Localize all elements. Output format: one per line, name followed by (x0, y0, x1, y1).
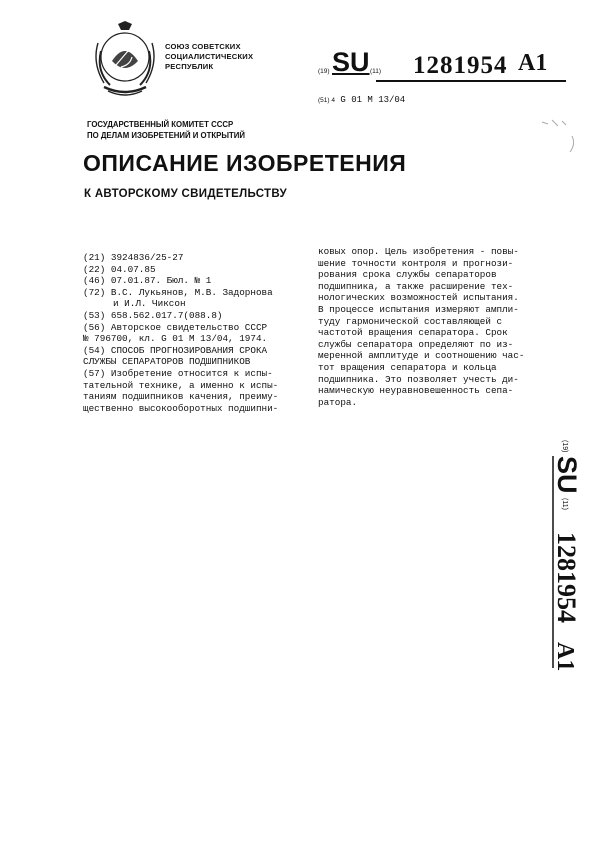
bibliographic-column (83, 252, 305, 414)
text-line: шение точности контроля и прогнози- (318, 257, 514, 269)
text-line: тот вращения сепаратора и кольца (318, 361, 497, 373)
ipc-code-label: (51) 4 (318, 97, 335, 104)
side-country-code-label: (19) (561, 440, 568, 453)
text-line: (54) СПОСОБ ПРОГНОЗИРОВАНИЯ СРОКА (83, 344, 268, 356)
committee-line-1: ГОСУДАРСТВЕННЫЙ КОМИТЕТ СССР (87, 120, 234, 129)
country-line-3: РЕСПУБЛИК (165, 62, 214, 71)
document-title: ОПИСАНИЕ ИЗОБРЕТЕНИЯ (83, 150, 407, 176)
committee-line-2: ПО ДЕЛАМ ИЗОБРЕТЕНИЙ И ОТКРЫТИЙ (87, 131, 245, 140)
text-line: подшипника, а также расширение тех- (318, 280, 514, 292)
text-line: (72) В.С. Лукьянов, М.В. Задорнова (83, 286, 273, 298)
text-line: (21) 3924836/25-27 (83, 252, 184, 263)
patent-header (318, 47, 558, 84)
text-line: рования срока службы сепараторов (318, 269, 497, 281)
side-kind-code: A1 (552, 642, 578, 672)
text-line: ратора. (318, 396, 358, 408)
text-line: подшипника. Это позволяет учесть ди- (318, 373, 519, 385)
committee (87, 119, 245, 141)
text-line: (22) 04.07.85 (83, 263, 156, 275)
side-number-code-label: (11) (561, 498, 568, 510)
abstract-column (318, 246, 533, 408)
text-line: нологических возможностей испытания. (318, 292, 519, 304)
text-line: частотой вращения сепаратора. Срок (318, 327, 508, 339)
text-line: (57) Изобретение относится к испы- (83, 367, 273, 379)
country-line-2: СОЦИАЛИСТИЧЕСКИХ (165, 52, 254, 61)
text-line: (46) 07.01.87. Бюл. № 1 (83, 275, 212, 287)
scan-marks (540, 118, 585, 168)
text-line: В процессе испытания измеряют ампли- (318, 303, 519, 315)
side-country-code: SU (552, 456, 582, 494)
text-line: № 796700, кл. G 01 M 13/04, 1974. (83, 333, 268, 345)
text-line: таниям подшипников качения, преиму- (83, 391, 279, 403)
ipc-classification (318, 95, 405, 105)
ipc-value: G 01 M 13/04 (340, 95, 406, 105)
document-subtitle: К АВТОРСКОМУ СВИДЕТЕЛЬСТВУ (84, 188, 287, 200)
text-line: ковых опор. Цель изобретения - повы- (318, 246, 519, 257)
patent-number: 1281954 (413, 52, 508, 79)
text-line: меренной амплитуде и соотношению час- (318, 350, 525, 362)
side-patent-number: 1281954 (552, 532, 581, 623)
text-line: намическую неуравновешенность сепа- (318, 385, 514, 397)
kind-code: A1 (518, 50, 548, 76)
text-line: службы сепаратора определяют по из- (318, 338, 514, 350)
header-underline (376, 80, 566, 82)
text-line: СЛУЖБЫ СЕПАРАТОРОВ ПОДШИПНИКОВ (83, 356, 251, 368)
text-line: и И.Л. Чиксон (113, 298, 186, 310)
country-code-label: (19) (318, 68, 330, 75)
text-line: (53) 658.562.017.7(088.8) (83, 309, 223, 321)
text-line: щественно высокооборотных подшипни- (83, 402, 279, 414)
country-line-1: СОЮЗ СОВЕТСКИХ (165, 42, 241, 51)
state-emblem (88, 21, 162, 98)
text-line: тательной технике, а именно к испы- (83, 379, 279, 391)
country-name (165, 42, 253, 72)
text-line: (56) Авторское свидетельство СССР (83, 321, 268, 333)
text-line: туду гармонической составляющей с (318, 315, 503, 327)
country-code: SU (332, 47, 370, 77)
side-patent-stamp (535, 420, 582, 672)
number-code-label: (11) (370, 68, 382, 75)
